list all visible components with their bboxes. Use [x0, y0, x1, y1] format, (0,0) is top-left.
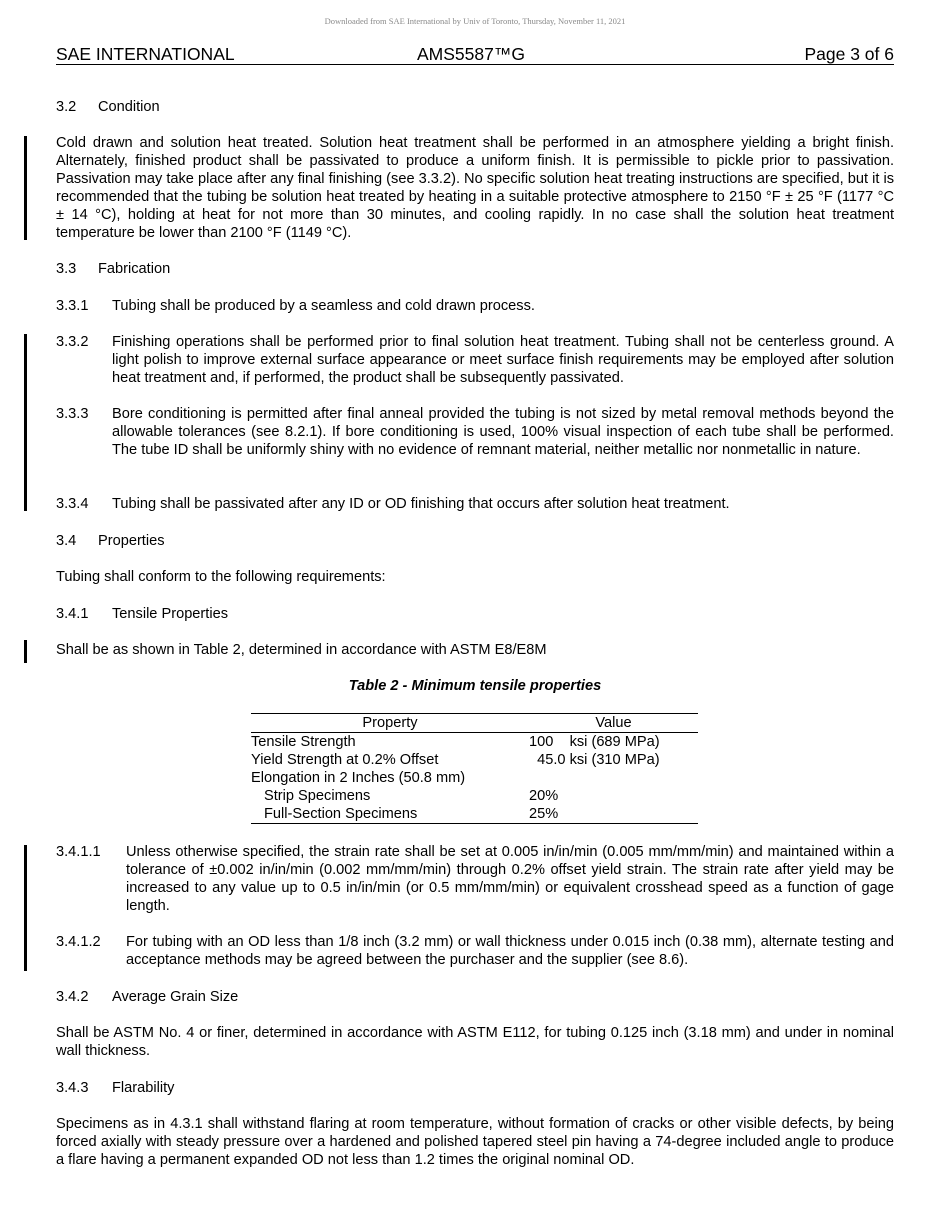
numbered-clause: 3.3.4 Tubing shall be passivated after any ID or OD finishing that occurs after solution heat treatment. [56, 496, 730, 512]
table-row [251, 805, 698, 823]
table-cell: 100 ksi (689 MPa) [529, 734, 660, 750]
tensile-properties-table [251, 713, 698, 824]
numbered-clause: 3.4.1.2 For tubing with an OD less than 1/8 inch (3.2 mm) or wall thickness under 0.015 inch (0.38 mm), alternate testing and acceptance methods may be agreed between the purchaser and the supplier (see 8.6). [56, 934, 894, 968]
table-cell [529, 769, 698, 787]
table-row [251, 733, 698, 752]
table-row [251, 769, 698, 787]
table-cell: Strip Specimens [264, 788, 371, 804]
section-heading: 3.4 Properties [56, 533, 165, 549]
change-bar [24, 640, 27, 663]
numbered-clause: 3.3.1 Tubing shall be produced by a seamless and cold drawn process. [56, 298, 535, 314]
section-body: Tubing shall conform to the following requirements: [56, 569, 386, 585]
section-heading: 3.4.2 Average Grain Size [56, 989, 239, 1005]
change-bar [24, 845, 27, 971]
section-body: Cold drawn and solution heat treated. Solution heat treatment shall be performed in an atmosphere yielding a bright finish. Alternately, finished product shall be passivated to produce a uniform finish. It is permissible to pickle prior to passivation. Passivation may take place after any final finishing (see 3.3.2). No specific solution heat treating instructions are specified, but it is recommended that the tubing be solution heat treated by heating in a suitable protective atmosphere to 2150 °F ± 25 °F (1177 °C ± 14 °C), holding at heat for not more than 30 minutes, and cooling rapidly. In no case shall the solution heat treatment temperature be lower than 2100 °F (1149 °C). [56, 135, 894, 241]
page-header [56, 44, 894, 65]
section-body: Shall be ASTM No. 4 or finer, determined in accordance with ASTM E112, for tubing 0.125 inch (3.18 mm) and under in nominal wall thickness. [56, 1025, 894, 1059]
download-notice: Downloaded from SAE International by Univ of Toronto, Thursday, November 11, 2021 [324, 16, 626, 26]
column-header: Value [529, 714, 698, 733]
section-body: Specimens as in 4.3.1 shall withstand flaring at room temperature, without formation of cracks or other visible defects, by being forced axially with steady pressure over a hardened and polished tapered steel pin having a 74-degree included angle to produce a flare having a permanent expanded OD not less than 1.2 times the original nominal OD. [56, 1116, 894, 1168]
table-cell: Elongation in 2 Inches (50.8 mm) [251, 770, 466, 786]
change-bar [24, 136, 27, 240]
header-org: SAE INTERNATIONAL [56, 44, 235, 64]
header-page-number: Page 3 of 6 [804, 44, 894, 64]
numbered-clause: 3.3.3 Bore conditioning is permitted after final anneal provided the tubing is not sized by metal removal methods beyond the allowable tolerances (see 8.2.1). If bore conditioning is used, 100% visual inspection of each tube shall be performed. The tube ID shall be uniformly shiny with no evidence of remnant material, neither metallic nor nonmetallic in nature. [56, 406, 894, 458]
numbered-clause: 3.4.1.1 Unless otherwise specified, the strain rate shall be set at 0.005 in/in/min (0.005 mm/mm/min) and maintained within a tolerance of ±0.002 in/in/min (0.002 mm/mm/min) through 0.2% offset yield strain. The strain rate after yield may be increased to any value up to 0.5 in/in/min (or 0.5 mm/mm/min) or equivalent crosshead speed as a function of gage length. [56, 844, 894, 914]
numbered-clause: 3.3.2 Finishing operations shall be performed prior to final solution heat treatment. Tubing shall not be centerless ground. A light polish to improve external surface appearance or meet surface finish requirements may be employed after solution heat treatment and, if performed, the product shall be subsequently passivated. [56, 334, 894, 386]
table-cell: Tensile Strength [251, 734, 356, 750]
table-header-row [251, 714, 698, 733]
column-header: Property [251, 714, 529, 733]
section-heading: 3.4.3 Flarability [56, 1080, 175, 1096]
header-doc-id: AMS5587™G [417, 44, 525, 64]
table-row [251, 787, 698, 805]
table-cell: Full-Section Specimens [264, 806, 418, 822]
table-cell: 45.0 ksi (310 MPa) [529, 752, 660, 768]
table-cell: 20% [529, 788, 559, 804]
section-heading: 3.3 Fabrication [56, 261, 171, 277]
section-heading: 3.2 Condition [56, 99, 160, 115]
section-heading: 3.4.1 Tensile Properties [56, 606, 228, 622]
change-bar [24, 334, 27, 511]
table-row [251, 751, 698, 769]
table-caption: Table 2 - Minimum tensile properties [348, 678, 602, 694]
table-cell: Yield Strength at 0.2% Offset [251, 752, 439, 768]
section-body: Shall be as shown in Table 2, determined in accordance with ASTM E8/E8M [56, 642, 547, 658]
table-cell: 25% [529, 806, 559, 822]
